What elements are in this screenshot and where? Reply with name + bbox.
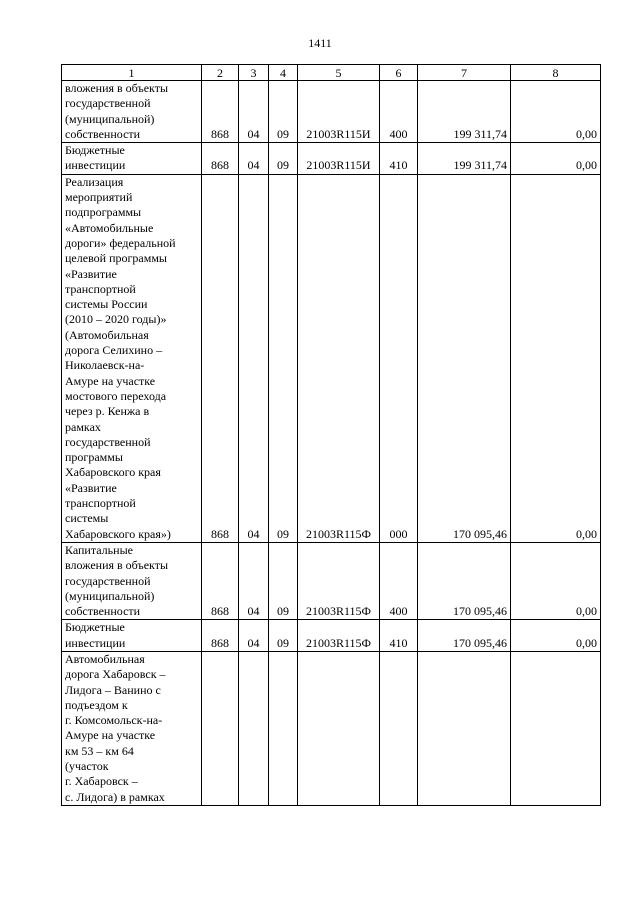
cell-col-8: 0,00 — [511, 620, 601, 652]
cell-col-5: 21003R115И — [298, 81, 380, 143]
cell-col-2: 868 — [202, 143, 239, 175]
table-row — [62, 174, 601, 542]
table-row — [62, 143, 601, 175]
cell-col-4: 09 — [269, 81, 298, 143]
cell-col-4: 09 — [269, 620, 298, 652]
cell-col-5: 21003R115Ф — [298, 620, 380, 652]
col-header-2: 2 — [202, 65, 239, 81]
cell-col-6: 410 — [380, 620, 418, 652]
row-description: Реализация мероприятий подпрограммы «Автомобильные дороги» федеральной целевой программы «Развитие транспортной системы России (2010 – 2020 годы)» (Автомобильная дорога Селихино – Николаевск-на- Амуре на участке мостового перехода через р. Кенжа в рамках государственной программы Хабаровского края «Развитие транспортной системы Хабаровского края») — [62, 174, 202, 542]
col-header-4: 4 — [269, 65, 298, 81]
cell-col-8: 0,00 — [511, 81, 601, 143]
cell-col-7: 199 311,74 — [418, 143, 511, 175]
cell-col-8: 0,00 — [511, 143, 601, 175]
cell-col-5: 21003R115И — [298, 143, 380, 175]
cell-col-8 — [511, 651, 601, 805]
cell-col-6: 400 — [380, 81, 418, 143]
cell-col-4: 09 — [269, 174, 298, 542]
cell-col-6: 410 — [380, 143, 418, 175]
col-header-3: 3 — [239, 65, 269, 81]
cell-col-2: 868 — [202, 542, 239, 619]
cell-col-4: 09 — [269, 143, 298, 175]
cell-col-3: 04 — [239, 620, 269, 652]
cell-col-6: 000 — [380, 174, 418, 542]
cell-col-7: 170 095,46 — [418, 542, 511, 619]
table-row — [62, 81, 601, 143]
col-header-1: 1 — [62, 65, 202, 81]
cell-col-3 — [239, 651, 269, 805]
cell-col-5: 21003R115Ф — [298, 174, 380, 542]
col-header-8: 8 — [511, 65, 601, 81]
cell-col-3: 04 — [239, 81, 269, 143]
cell-col-3: 04 — [239, 143, 269, 175]
cell-col-2: 868 — [202, 620, 239, 652]
cell-col-2 — [202, 651, 239, 805]
cell-col-2: 868 — [202, 174, 239, 542]
page-number: 1411 — [308, 36, 332, 50]
cell-col-7: 170 095,46 — [418, 174, 511, 542]
cell-col-7: 170 095,46 — [418, 620, 511, 652]
cell-col-7 — [418, 651, 511, 805]
row-description: Автомобильная дорога Хабаровск – Лидога – Ванино с подъездом к г. Комсомольск-на- Амуре на участке км 53 – км 64 (участок г. Хабаровск – с. Лидога) в рамках — [62, 651, 202, 805]
row-description: Бюджетные инвестиции — [62, 143, 202, 175]
row-description: Капитальные вложения в объекты государственной (муниципальной) собственности — [62, 542, 202, 619]
cell-col-8: 0,00 — [511, 542, 601, 619]
table-row — [62, 651, 601, 805]
cell-col-4: 09 — [269, 542, 298, 619]
table-row — [62, 620, 601, 652]
cell-col-5 — [298, 651, 380, 805]
header-row — [62, 65, 601, 81]
col-header-5: 5 — [298, 65, 380, 81]
cell-col-7: 199 311,74 — [418, 81, 511, 143]
cell-col-2: 868 — [202, 81, 239, 143]
cell-col-4 — [269, 651, 298, 805]
cell-col-8: 0,00 — [511, 174, 601, 542]
table-row — [62, 542, 601, 619]
col-header-6: 6 — [380, 65, 418, 81]
col-header-7: 7 — [418, 65, 511, 81]
cell-col-3: 04 — [239, 542, 269, 619]
budget-table — [61, 64, 601, 806]
cell-col-6: 400 — [380, 542, 418, 619]
row-description: Бюджетные инвестиции — [62, 620, 202, 652]
cell-col-5: 21003R115Ф — [298, 542, 380, 619]
row-description: вложения в объекты государственной (муниципальной) собственности — [62, 81, 202, 143]
cell-col-6 — [380, 651, 418, 805]
cell-col-3: 04 — [239, 174, 269, 542]
